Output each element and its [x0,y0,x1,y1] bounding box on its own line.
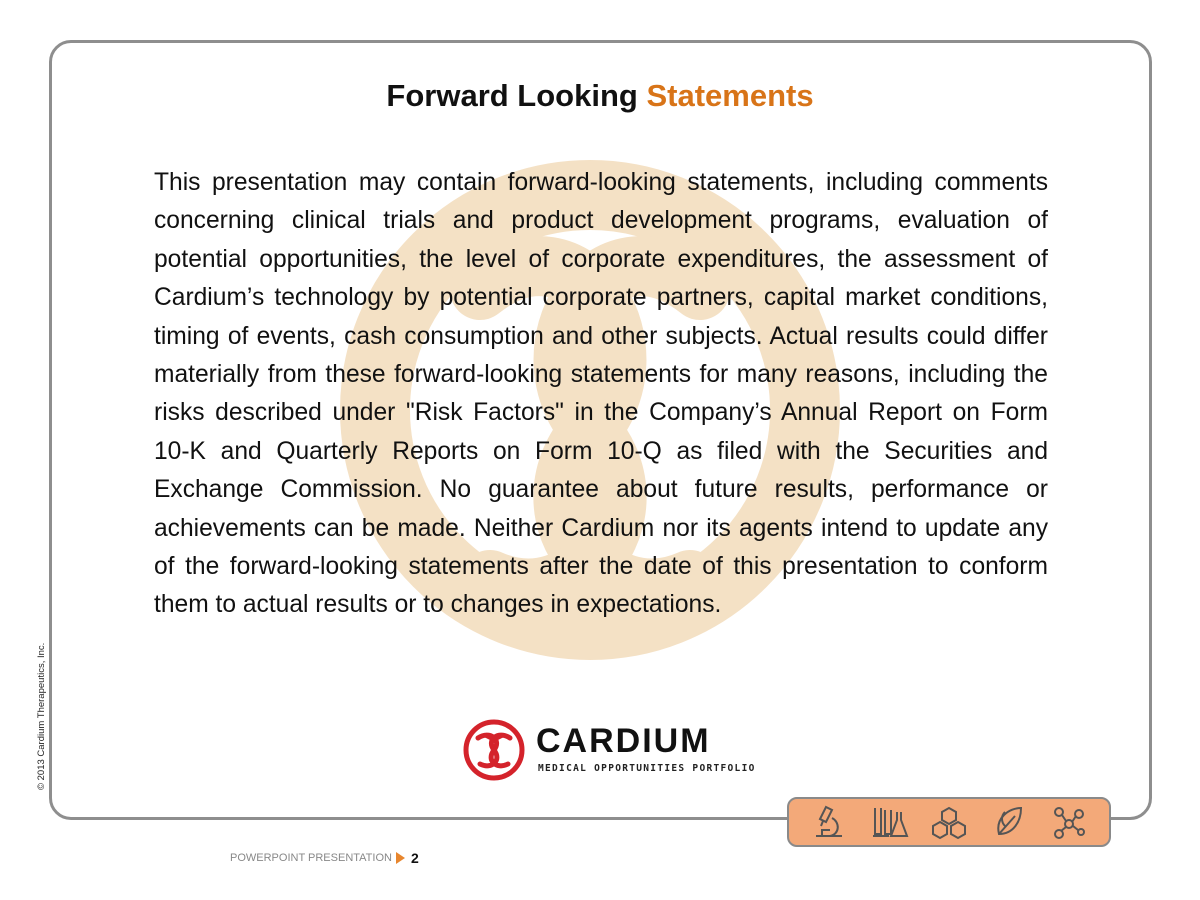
logo-wordmark: CARDIUM [536,722,711,760]
page-number: 2 [410,850,419,866]
leaf-icon[interactable] [987,802,1031,842]
footer-label: POWERPOINT PRESENTATION [230,852,392,864]
copyright-notice: © 2013 Cardium Therapeutics, Inc. [36,642,47,790]
icon-toolbar [787,797,1111,847]
microscope-icon[interactable] [807,802,851,842]
caduceus-logo-icon [462,718,526,782]
network-nodes-icon[interactable] [1047,802,1091,842]
title-main: Forward Looking [386,78,638,113]
logo-tagline: MEDICAL OPPORTUNITIES PORTFOLIO [538,763,756,774]
disclaimer-paragraph: This presentation may contain forward-looking statements, including comments concerning clinical trials and product development programs, evaluation of potential opportunities, the level of corporate expenditures, the assessment of Cardium’s technology by potential corporate partners, capital market conditions, timing of events, cash consumption and other subjects. Actual results could differ materially from these forward-looking statements for many reasons, including the risks described under "Risk Factors" in the Company’s Annual Report on Form 10-K and Quarterly Reports on Form 10-Q as filed with the Securities and Exchange Commission. No guarantee about future results, performance or achievements can be made. Neither Cardium nor its agents intend to update any of the forward-looking statements after the date of this presentation to conform them to actual results or to changes in expectations. [154,169,1048,619]
molecule-hexagon-icon[interactable] [927,802,971,842]
lab-flasks-icon[interactable] [867,802,911,842]
arrow-right-icon [396,852,405,864]
slide-footer [230,850,419,866]
title-accent: Statements [646,78,814,113]
cardium-logo [462,718,756,782]
page-title [0,78,1200,114]
